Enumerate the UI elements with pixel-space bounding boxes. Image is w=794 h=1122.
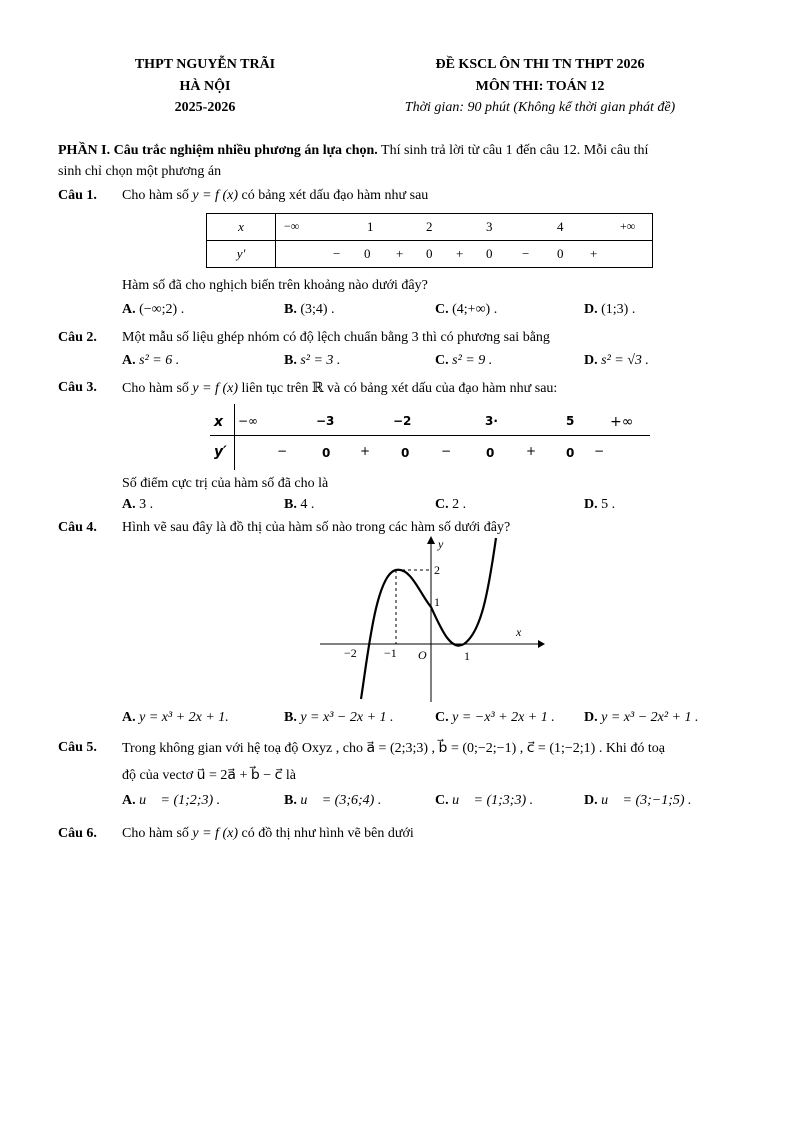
q3-table-hline <box>210 435 650 436</box>
q1-x-label: x <box>207 214 276 241</box>
q1-table-y-row <box>207 241 653 268</box>
y-axis-label: y <box>438 537 444 551</box>
q3-x-label: x <box>214 414 224 430</box>
q6-math: y = f (x) <box>192 826 238 841</box>
q2-text: Một mẫu số liệu ghép nhóm có độ lệch chuẩn bằng 3 thì có phương sai bằng <box>122 330 550 345</box>
tick-x-1: 1 <box>464 649 470 663</box>
exam-title: ĐỀ KSCL ÔN THI TN THPT 2026 <box>435 57 645 72</box>
q2-option-a[interactable]: A. s² = 6 . <box>122 353 180 368</box>
q2-option-c[interactable]: C. s² = 9 . <box>435 353 493 368</box>
q4-label: Câu 4. <box>58 520 97 535</box>
q1-option-b[interactable]: B. (3;4) . <box>284 302 335 317</box>
q4-text: Hình vẽ sau đây là đồ thị của hàm số nào trong các hàm số dưới đây? <box>122 520 511 535</box>
q1-y-label: y′ <box>207 241 276 268</box>
q1-option-c[interactable]: C. (4;+∞) . <box>435 302 498 317</box>
q1-text: Cho hàm số y = f (x) có bảng xét dấu đạo hàm như sau <box>122 188 429 203</box>
q5-option-a[interactable]: A. u⃗ = (1;2;3) . <box>122 793 221 808</box>
y-axis-arrow <box>427 536 435 544</box>
q5-option-d[interactable]: D. u⃗ = (3;−1;5) . <box>584 793 692 808</box>
q3-y-label: y′ <box>214 444 227 460</box>
q1-option-a[interactable]: A. (−∞;2) . <box>122 302 185 317</box>
part1-title: PHẦN I. Câu trắc nghiệm nhiều phương án lựa chọn. <box>58 143 378 158</box>
q5-label: Câu 5. <box>58 740 97 755</box>
q4-option-c[interactable]: C. y = −x³ + 2x + 1 . <box>435 710 555 725</box>
q6-text: Cho hàm số y = f (x) có đồ thị như hình vẽ bên dưới <box>122 826 414 841</box>
tick-y-2: 2 <box>434 563 440 577</box>
q5-text-line1: Trong không gian với hệ toạ độ Oxyz , cho a⃗ = (2;3;3) , b⃗ = (0;−2;−1) , c⃗ = (1;−2;1) . Khi đó toạ <box>122 741 665 756</box>
origin-label: O <box>418 648 427 662</box>
part1-intro <box>58 143 648 159</box>
q6-label: Câu 6. <box>58 826 97 841</box>
tick-x-neg1: −1 <box>384 646 397 660</box>
q3-text: Cho hàm số y = f (x) liên tục trên ℝ và có bảng xét dấu của đạo hàm như sau: <box>122 381 558 396</box>
tick-x-neg2: −2 <box>344 646 357 660</box>
q3-option-d[interactable]: D. 5 . <box>584 497 616 512</box>
q1-option-d[interactable]: D. (1;3) . <box>584 302 636 317</box>
exam-subject: MÔN THI: TOÁN 12 <box>475 79 605 94</box>
q5-text-line2: độ của vectơ u⃗ = 2a⃗ + b⃗ − c⃗ là <box>122 768 296 783</box>
q2-label: Câu 2. <box>58 330 97 345</box>
q1-label: Câu 1. <box>58 188 97 203</box>
q1-math: y = f (x) <box>192 188 238 203</box>
school-year: 2025-2026 <box>174 100 236 115</box>
q4-option-b[interactable]: B. y = x³ − 2x + 1 . <box>284 710 394 725</box>
tick-y-1: 1 <box>434 595 440 609</box>
q4-option-d[interactable]: D. y = x³ − 2x² + 1 . <box>584 710 699 725</box>
q1-question: Hàm số đã cho nghịch biến trên khoảng nào dưới đây? <box>122 278 428 293</box>
school-city: HÀ NỘI <box>179 79 231 94</box>
q3-option-a[interactable]: A. 3 . <box>122 497 154 512</box>
cubic-curve <box>361 538 496 699</box>
school-name: THPT NGUYỄN TRÃI <box>134 57 276 72</box>
q5-option-c[interactable]: C. u⃗ = (1;3;3) . <box>435 793 534 808</box>
q3-question: Số điểm cực trị của hàm số đã cho là <box>122 476 329 491</box>
part1-instructions: Thí sinh trả lời từ câu 1 đến câu 12. Mỗi câu thí <box>377 143 649 158</box>
q1-sign-table <box>206 213 653 268</box>
q3-option-c[interactable]: C. 2 . <box>435 497 467 512</box>
q3-label: Câu 3. <box>58 380 97 395</box>
part1-instructions-2: sinh chỉ chọn một phương án <box>58 164 222 179</box>
exam-time: Thời gian: 90 phút (Không kể thời gian phát đề) <box>404 100 676 115</box>
q3-sign-table: x −∞ −3 −2 3· 5 +∞ y′ − 0 + 0 − 0 + 0 − <box>210 404 650 470</box>
q3-option-b[interactable]: B. 4 . <box>284 497 315 512</box>
q5-option-b[interactable]: B. u⃗ = (3;6;4) . <box>284 793 382 808</box>
q1-table-x-row <box>207 214 653 241</box>
q3-table-vline <box>234 404 235 470</box>
q4-function-graph <box>316 534 546 704</box>
q1-y-values: − 0 + 0 + 0 − 0 + <box>276 241 653 268</box>
x-axis-label: x <box>516 625 522 639</box>
q4-option-a[interactable]: A. y = x³ + 2x + 1. <box>122 710 229 725</box>
x-axis-arrow <box>538 640 545 648</box>
q3-math: y = f (x) <box>192 381 238 396</box>
q2-option-d[interactable]: D. s² = √3 . <box>584 353 649 368</box>
q1-x-values: −∞ 1 2 3 4 +∞ <box>276 214 653 241</box>
q2-option-b[interactable]: B. s² = 3 . <box>284 353 341 368</box>
